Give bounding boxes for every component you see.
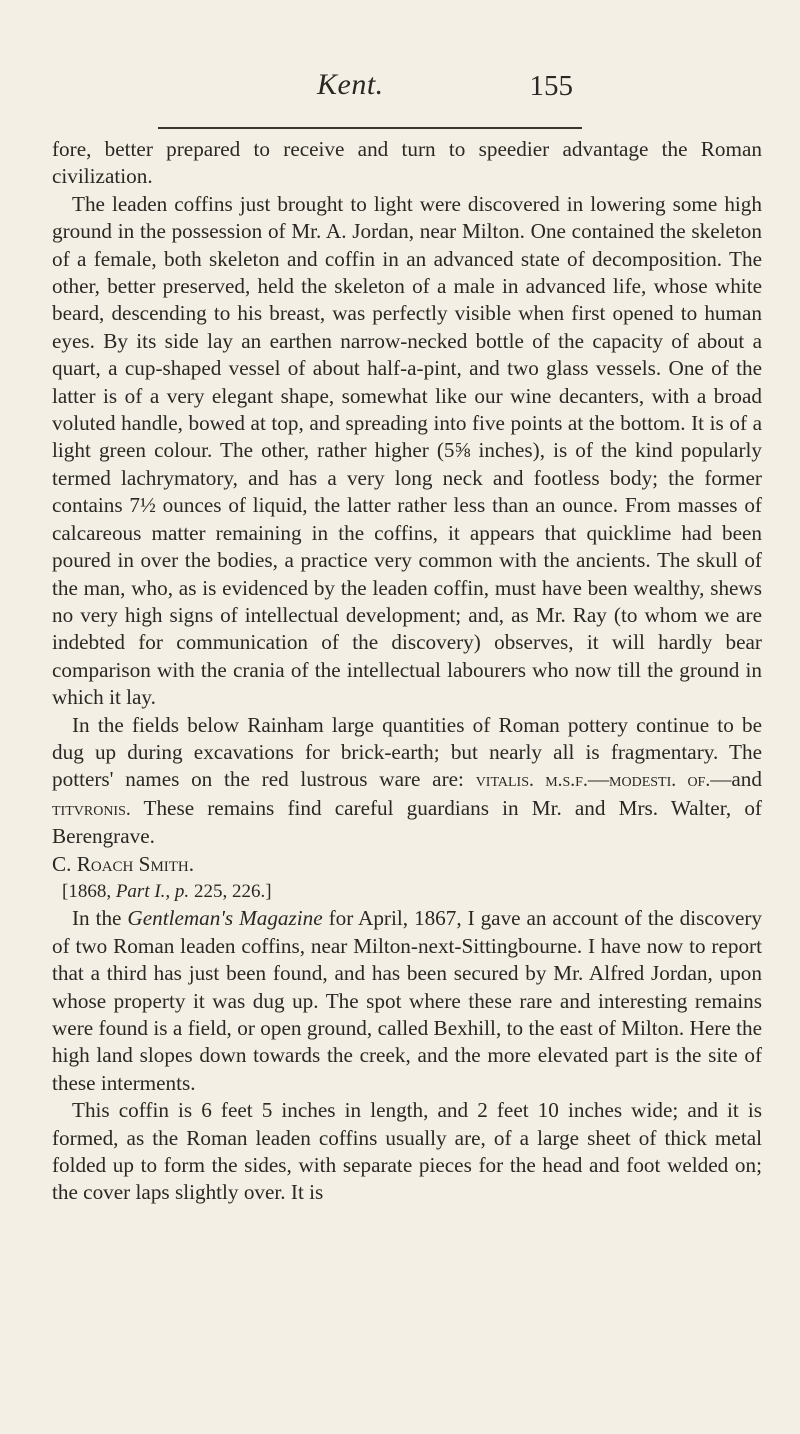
magazine-text-before: In the [72, 906, 122, 931]
and-text: —and [710, 767, 762, 792]
potter-name-titvronis: titvronis. [52, 798, 131, 820]
potter-name-modesti: modesti. of. [609, 770, 711, 792]
pottery-text-after: These remains find careful guardians in Mr. and Mrs. Walter, of Berengrave. [52, 795, 762, 849]
running-head [137, 68, 573, 126]
source-citation [52, 878, 762, 905]
magazine-text-after: for April, 1867, I gave an account of the discovery of two Roman leaden coffins, near Milton-next-Sittingbourne. I have now to report that a third has just been found, and has been secured by Mr. Alfred Jordan, upon whose property it was dug up. The spot where these rare and interesting remains were found is a field, or open ground, called Bexhill, to the east of Milton. Here the high land slopes down towards the creek, and the more elevated part is the site of these interments. [52, 906, 763, 1095]
citation-year: [1868, [62, 880, 112, 902]
paragraph-third-coffin [52, 905, 762, 1097]
author-signature: C. Roach Smith. [52, 851, 195, 876]
paragraph-rainham-pottery [52, 712, 762, 851]
running-head-title: Kent. [317, 68, 384, 101]
paragraph-continuation: fore, better prepared to receive and turn to speedier advantage the Roman civilization. [52, 137, 762, 189]
magazine-title: Gentleman's Magazine [127, 906, 323, 931]
header-rule [158, 127, 582, 129]
dash-separator: — [587, 767, 610, 792]
page-number: 155 [529, 70, 573, 102]
body-text [52, 136, 762, 1207]
potter-name-vitalis: vitalis. m.s.f. [475, 770, 588, 792]
citation-pages: 225, 226.] [193, 880, 272, 902]
pottery-text-before: In the fields below Rainham large quantities of Roman pottery continue to be dug up during excavations for brick-earth; but nearly all is fragmentary. The potters' names on the red lustrous ware are: [52, 712, 762, 792]
paragraph-leaden-coffins: The leaden coffins just brought to light were discovered in lowering some high ground in the possession of Mr. A. Jordan, near Milton. One contained the skeleton of a female, both skeleton and coffin in an advanced state of decomposition. The other, better preserved, held the skeleton of a male in advanced life, whose white beard, descending to his breast, was perfectly visible when first opened to human eyes. By its side lay an earthen narrow-necked bottle of the capacity of about a quart, a cup-shaped vessel of about half-a-pint, and two glass vessels. One of the latter is of a very elegant shape, somewhat like our wine decanters, with a broad voluted handle, bowed at top, and spreading into five points at the bottom. It is of a light green colour. The other, rather higher (5⅝ inches), is of the kind popularly termed lachrymatory, and has a very long neck and footless body; the former contains 7½ ounces of liquid, the latter rather less than an ounce. From masses of calcareous matter remaining in the coffins, it appears that quicklime had been poured in over the bodies, a practice very common with the ancients. The skull of the man, who, as is evidenced by the leaden coffin, must have been wealthy, shews no very high signs of intellectual development; and, as Mr. Ray (to whom we are indebted for communication of the discovery) observes, it will hardly bear comparison with the crania of the intellectual labourers who now till the ground in which it lay. [52, 191, 762, 710]
citation-part: Part I., p. [115, 880, 190, 902]
paragraph-coffin-dimensions: This coffin is 6 feet 5 inches in length, and 2 feet 10 inches wide; and it is formed, as the Roman leaden coffins usually are, of a large sheet of thick metal folded up to form the sides, with separate pieces for the head and foot welded on; the cover laps slightly over. It is [52, 1098, 762, 1205]
